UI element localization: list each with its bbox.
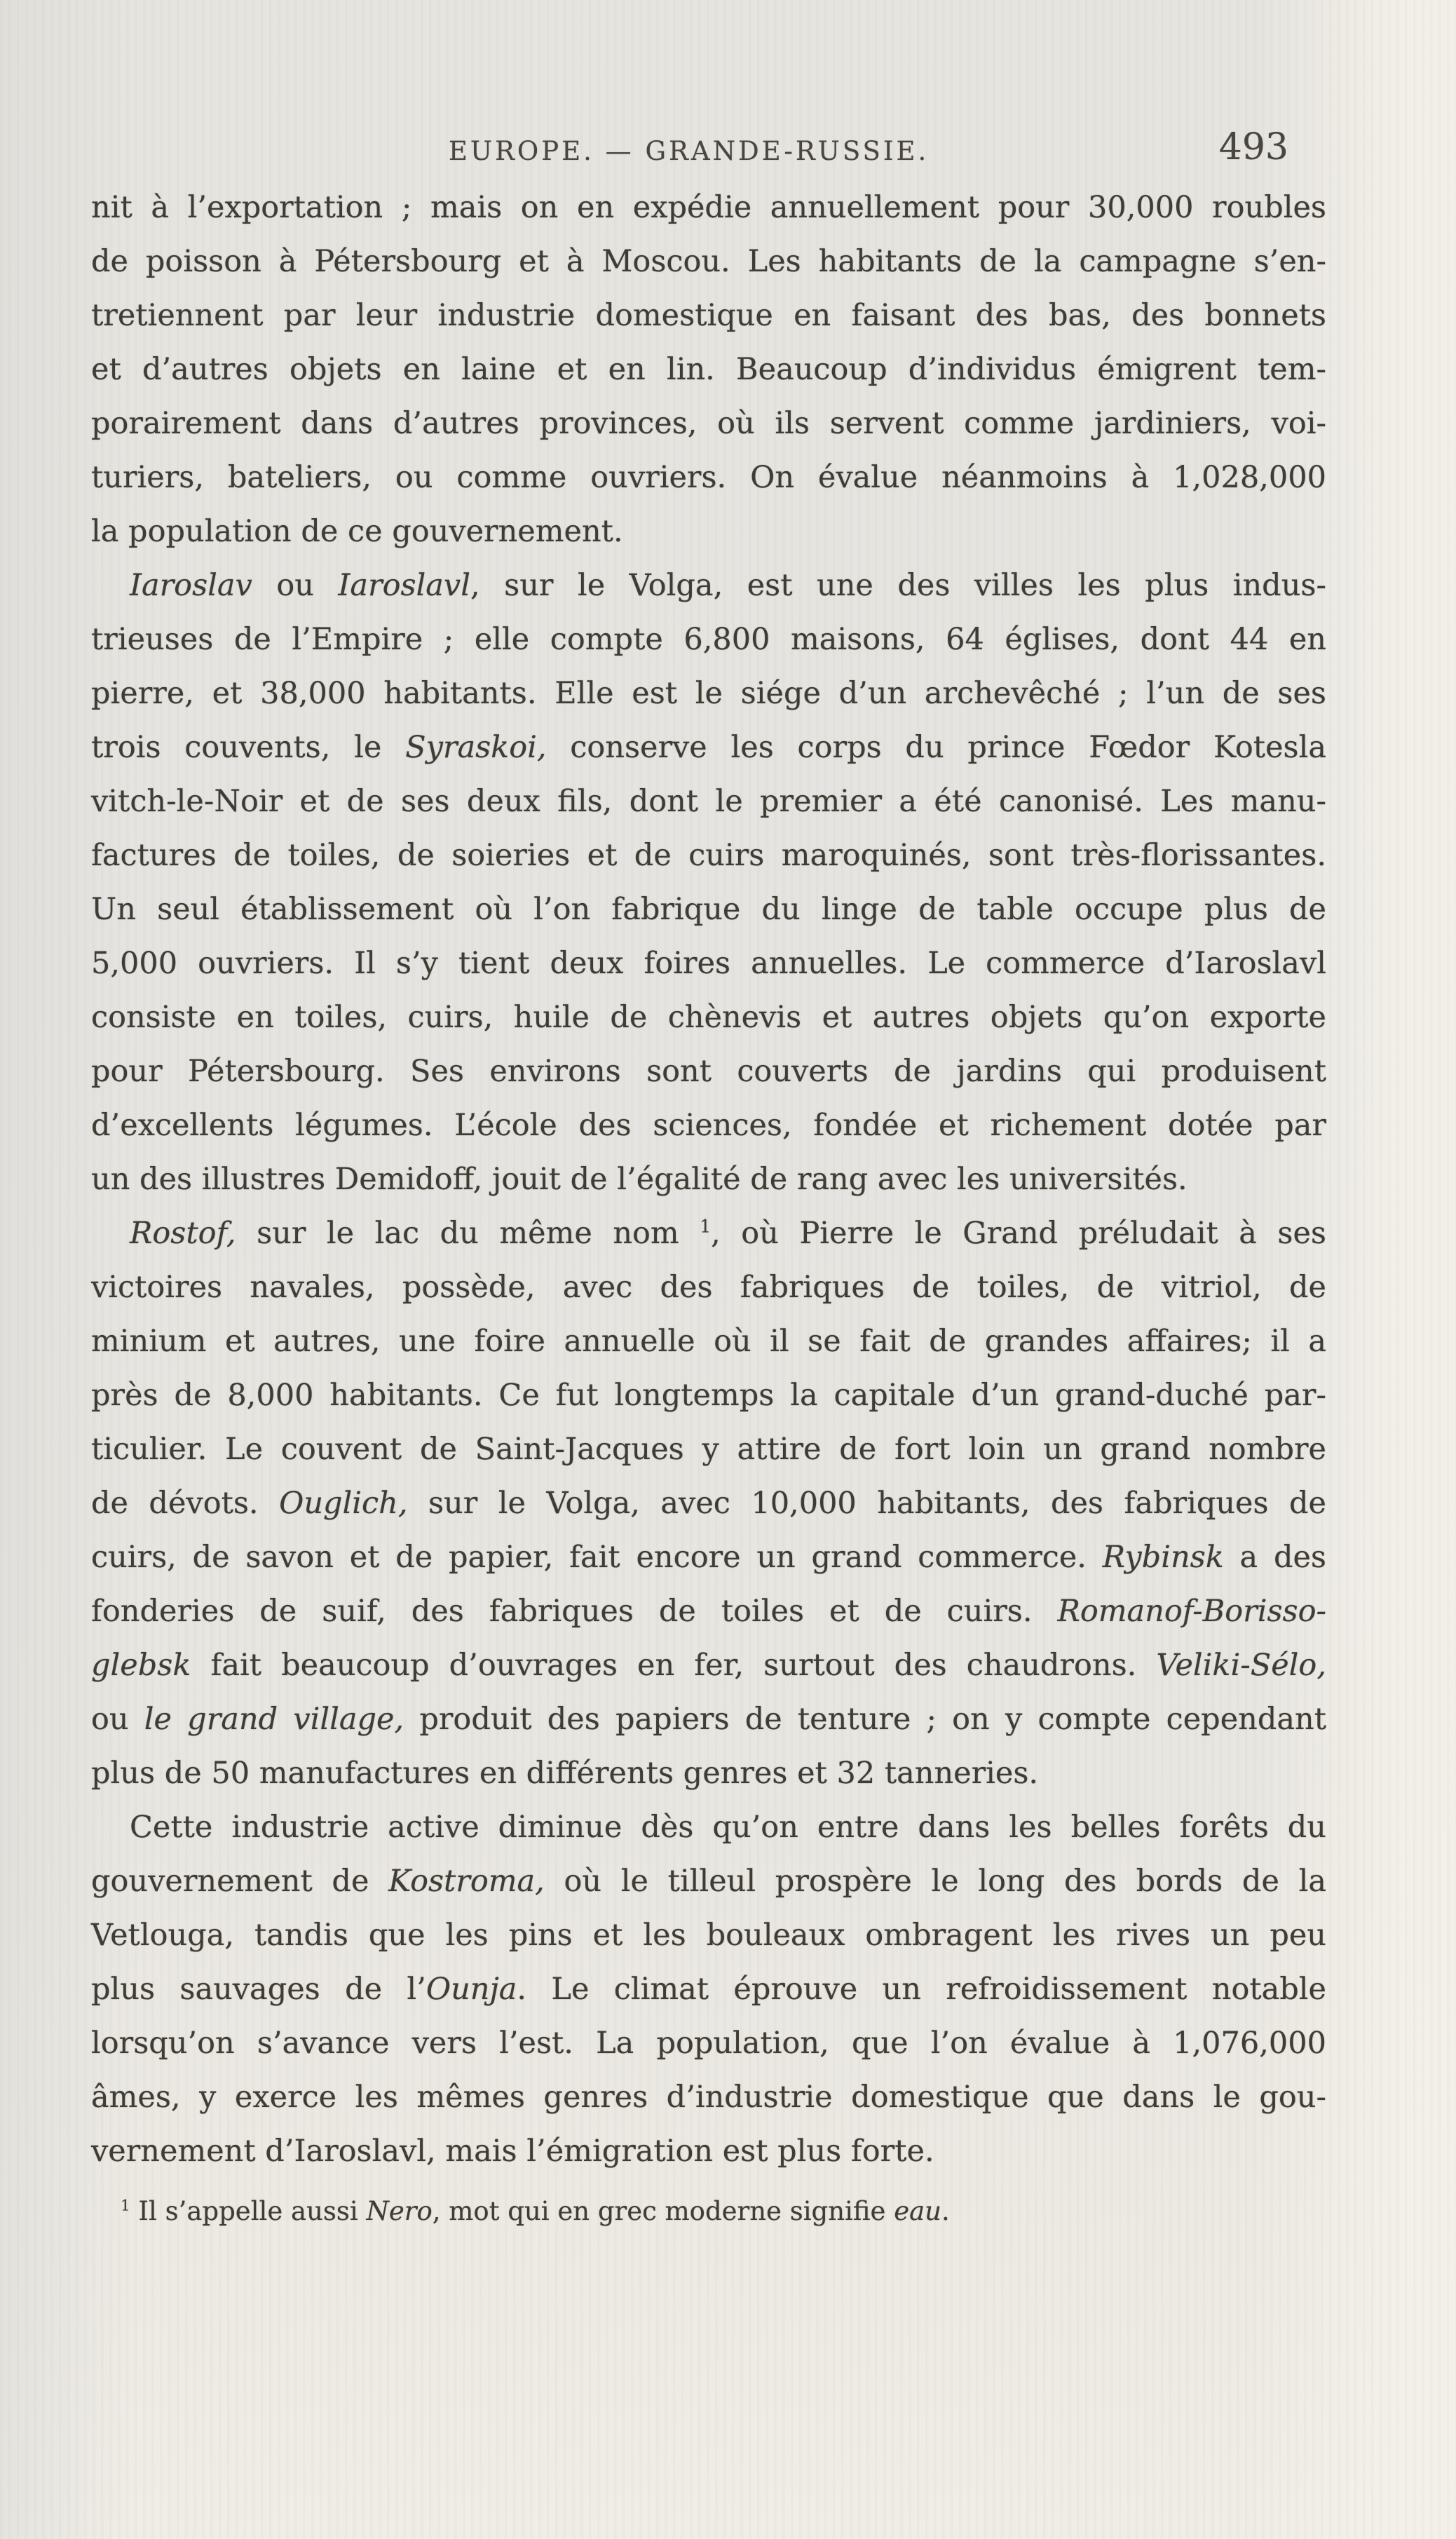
text-run: de poisson à Pétersbourg et à Moscou. Les habitants de la campagne s’en- [91, 244, 1326, 279]
emphasized-text: Ounja [426, 1972, 517, 2007]
text-run: Cette industrie active diminue dès qu’on entre dans les belles forêts du [130, 1810, 1326, 1845]
text-run: un des illustres Demidoff, jouit de l’égalité de rang avec les universités. [91, 1162, 1188, 1197]
text-line [91, 343, 1326, 397]
text-line [91, 667, 1326, 721]
text-line [91, 937, 1326, 991]
text-line [91, 721, 1326, 775]
text-run: , mot qui en grec moderne signifie [432, 2196, 894, 2226]
text-run: factures de toiles, de soieries et de cuirs maroquinés, sont très-florissantes. [91, 838, 1326, 873]
footnote-reference: 1 [700, 1216, 712, 1237]
paragraph [91, 181, 1326, 559]
paragraph [91, 1207, 1326, 1801]
page-header [91, 126, 1325, 180]
text-line [91, 1423, 1326, 1477]
text-run: consiste en toiles, cuirs, huile de chènevis et autres objets qu’on exporte [91, 1000, 1326, 1035]
emphasized-text: Syraskoi, [405, 730, 547, 765]
text-line [91, 829, 1326, 883]
text-run: plus de 50 manufactures en différents genres et 32 tanneries. [91, 1756, 1039, 1791]
text-run: d’excellents légumes. L’école des sciences, fondée et richement dotée par [91, 1108, 1326, 1143]
text-line [91, 559, 1326, 613]
footnote-reference: 1 [121, 2197, 130, 2215]
text-run: victoires navales, possède, avec des fabriques de toiles, de vitriol, de [91, 1270, 1326, 1305]
text-line [91, 1909, 1326, 1963]
emphasized-text: Ouglich, [279, 1486, 408, 1521]
text-run: trieuses de l’Empire ; elle compte 6,800 maisons, 64 églises, dont 44 en [91, 622, 1326, 657]
text-line [91, 775, 1326, 829]
paragraph [91, 1801, 1326, 2179]
text-run: cuirs, de savon et de papier, fait encore un grand commerce. [91, 1540, 1103, 1575]
text-run: vitch-le-Noir et de ses deux fils, dont le premier a été canonisé. Les manu- [91, 784, 1326, 819]
text-run: tretiennent par leur industrie domestique en faisant des bas, des bonnets [91, 298, 1326, 333]
text-run: fait beaucoup d’ouvrages en fer, surtout des chaudrons. [191, 1648, 1157, 1683]
text-line [91, 1855, 1326, 1909]
emphasized-text: Iaroslav [130, 568, 252, 603]
text-run: pierre, et 38,000 habitants. Elle est le siége d’un archevêché ; l’un de ses [91, 676, 1326, 711]
text-run: et d’autres objets en laine et en lin. Beaucoup d’individus émigrent tem- [91, 352, 1326, 387]
text-run: porairement dans d’autres provinces, où ils servent comme jardiniers, voi- [91, 406, 1326, 441]
text-run: Il s’appelle aussi [130, 2196, 367, 2226]
text-run: trois couvents, le [91, 730, 406, 765]
emphasized-text: Rostof, [130, 1216, 236, 1251]
text-run: minium et autres, une foire annuelle où il se fait de grandes affaires; il a [91, 1324, 1326, 1359]
text-run: ticulier. Le couvent de Saint-Jacques y attire de fort loin un grand nombre [91, 1432, 1326, 1467]
text-run: sur le lac du même nom [236, 1216, 700, 1251]
text-line [91, 181, 1326, 235]
text-run: âmes, y exerce les mêmes genres d’industrie domestique que dans le gou- [91, 2080, 1326, 2115]
text-line [91, 1045, 1326, 1099]
text-run: gouvernement de [91, 1864, 389, 1899]
text-line [91, 289, 1326, 343]
text-line [91, 1801, 1326, 1855]
text-line [91, 1315, 1326, 1369]
text-line [91, 1207, 1326, 1261]
emphasized-text: Veliki-Sélo, [1156, 1648, 1326, 1683]
text-line [91, 1369, 1326, 1423]
emphasized-text: Nero [366, 2196, 433, 2226]
text-run: . Le climat éprouve un refroidissement notable [517, 1972, 1326, 2007]
text-run: produit des papiers de tenture ; on y compte cependant [404, 1702, 1326, 1737]
text-run: où le tilleul prospère le long des bords de la [544, 1864, 1326, 1899]
text-line [91, 2017, 1326, 2071]
emphasized-text: Romanof-Borisso- [1057, 1594, 1326, 1629]
emphasized-text: eau [894, 2196, 942, 2226]
text-run: nit à l’exportation ; mais on en expédie annuellement pour 30,000 roubles [91, 190, 1326, 225]
text-run: près de 8,000 habitants. Ce fut longtemps la capitale d’un grand-duché par- [91, 1378, 1326, 1413]
text-line [91, 451, 1326, 505]
text-line [91, 1963, 1326, 2017]
text-run: , sur le Volga, est une des villes les plus indus- [470, 568, 1326, 603]
page-body [91, 181, 1326, 2179]
text-run: sur le Volga, avec 10,000 habitants, des fabriques de [407, 1486, 1326, 1521]
text-run: la population de ce gouvernement. [91, 514, 623, 549]
emphasized-text: le grand village, [144, 1702, 404, 1737]
text-line [91, 397, 1326, 451]
text-run: de dévots. [91, 1486, 280, 1521]
text-run: , où Pierre le Grand préludait à ses [711, 1216, 1326, 1251]
text-line [91, 505, 1326, 559]
text-line [91, 1747, 1326, 1801]
text-line [91, 1585, 1326, 1639]
text-line [91, 1531, 1326, 1585]
text-line [91, 235, 1326, 289]
text-line [91, 2071, 1326, 2125]
emphasized-text: glebsk [91, 1648, 191, 1683]
text-run: pour Pétersbourg. Ses environs sont couverts de jardins qui produisent [91, 1054, 1326, 1089]
text-line [91, 1477, 1326, 1531]
text-run: 5,000 ouvriers. Il s’y tient deux foires annuelles. Le commerce d’Iaroslavl [91, 946, 1326, 981]
text-line [91, 2125, 1326, 2179]
text-run: Un seul établissement où l’on fabrique du linge de table occupe plus de [91, 892, 1326, 927]
paragraph [91, 559, 1326, 1207]
text-run: turiers, bateliers, ou comme ouvriers. On évalue néanmoins à 1,028,000 [91, 460, 1326, 495]
text-line [91, 1693, 1326, 1747]
text-run: . [941, 2196, 950, 2226]
text-run: vernement d’Iaroslavl, mais l’émigration est plus forte. [91, 2134, 934, 2169]
running-title: EUROPE. — GRANDE-RUSSIE. [448, 136, 930, 166]
text-run: ou [252, 568, 339, 603]
text-line [91, 883, 1326, 937]
emphasized-text: Iaroslavl [338, 568, 470, 603]
text-line [91, 613, 1326, 667]
emphasized-text: Rybinsk [1102, 1540, 1224, 1575]
text-line [91, 1153, 1326, 1207]
text-line [91, 1261, 1326, 1315]
text-run: conserve les corps du prince Fœdor Kotesla [546, 730, 1326, 765]
text-line [91, 1639, 1326, 1693]
text-run: Vetlouga, tandis que les pins et les bouleaux ombragent les rives un peu [91, 1918, 1326, 1953]
page-number: 493 [1218, 126, 1288, 168]
footnote [91, 2193, 1326, 2230]
text-line [91, 2193, 1326, 2230]
text-run: a des [1223, 1540, 1326, 1575]
text-run: ou [91, 1702, 144, 1737]
text-run: lorsqu’on s’avance vers l’est. La population, que l’on évalue à 1,076,000 [91, 2026, 1326, 2061]
text-line [91, 991, 1326, 1045]
emphasized-text: Kostroma, [388, 1864, 545, 1899]
text-line [91, 1099, 1326, 1153]
text-run: plus sauvages de l’ [91, 1972, 426, 2007]
text-run: fonderies de suif, des fabriques de toiles et de cuirs. [91, 1594, 1058, 1629]
